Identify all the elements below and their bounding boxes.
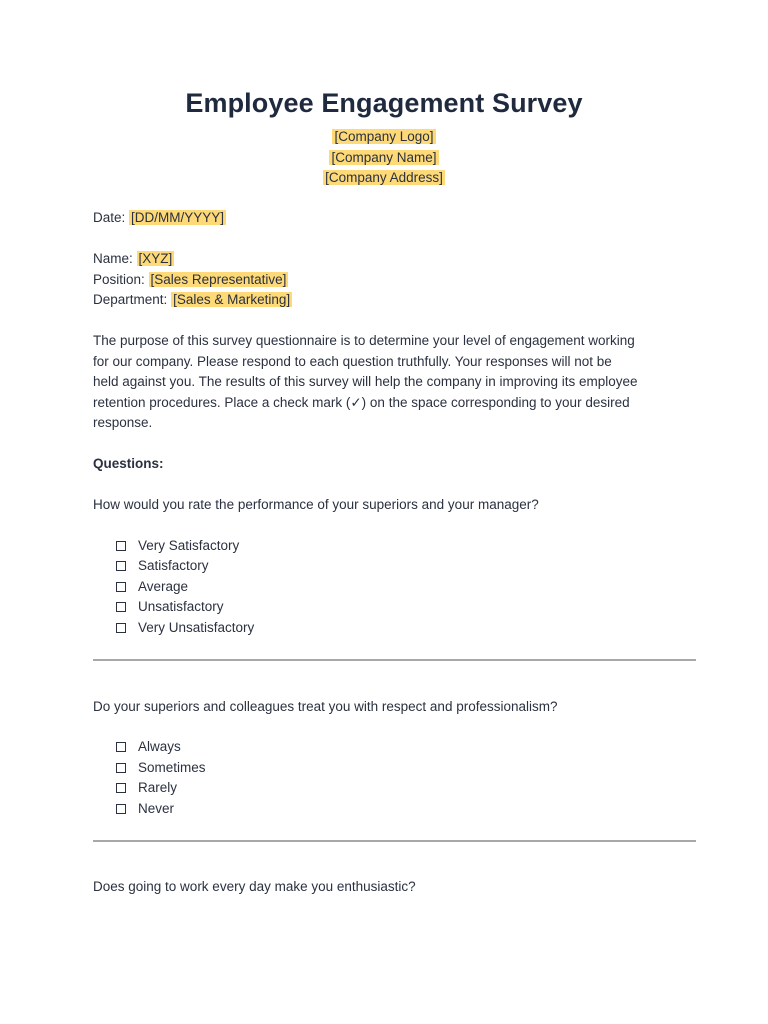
company-logo-line <box>0 128 768 146</box>
section-divider <box>93 840 696 842</box>
option-label: Rarely <box>138 780 178 795</box>
q1-option-satisfactory[interactable] <box>116 556 209 577</box>
intro-line: retention procedures. Place a check mark (✓) on the space corresponding to your desired <box>93 394 630 410</box>
checkbox-icon[interactable] <box>116 541 126 551</box>
intro-paragraph <box>93 331 678 434</box>
option-label: Always <box>138 739 181 754</box>
company-name-line <box>0 149 768 167</box>
q1-option-unsatisfactory[interactable] <box>116 597 224 618</box>
intro-line: The purpose of this survey questionnaire is to determine your level of engagement working <box>93 333 635 348</box>
position-value: [Sales Representative] <box>150 272 287 287</box>
checkbox-icon[interactable] <box>116 804 126 814</box>
department-label: Department: <box>93 292 168 307</box>
date-label: Date: <box>93 210 126 225</box>
name-label: Name: <box>93 251 133 266</box>
department-row <box>93 290 292 311</box>
question-3-text: Does going to work every day make you enthusiastic? <box>93 879 416 894</box>
q1-option-very-satisfactory[interactable] <box>116 536 239 557</box>
name-row <box>93 249 174 270</box>
q1-option-very-unsatisfactory[interactable] <box>116 618 254 639</box>
company-address-placeholder: [Company Address] <box>325 170 443 185</box>
date-row <box>93 208 226 229</box>
checkbox-icon[interactable] <box>116 561 126 571</box>
position-row <box>93 270 288 291</box>
option-label: Unsatisfactory <box>138 599 224 614</box>
option-label: Sometimes <box>138 760 206 775</box>
questions-heading: Questions: <box>93 456 164 471</box>
date-value: [DD/MM/YYYY] <box>131 210 225 225</box>
position-label: Position: <box>93 272 145 287</box>
intro-line: held against you. The results of this survey will help the company in improving its employee <box>93 374 638 389</box>
question-1-text: How would you rate the performance of your superiors and your manager? <box>93 497 539 512</box>
section-divider <box>93 659 696 661</box>
option-label: Never <box>138 801 175 816</box>
department-value: [Sales & Marketing] <box>173 292 291 307</box>
company-logo-placeholder: [Company Logo] <box>334 129 434 144</box>
company-address-line <box>0 169 768 187</box>
question-2-text: Do your superiors and colleagues treat you with respect and professionalism? <box>93 699 558 714</box>
checkbox-icon[interactable] <box>116 602 126 612</box>
option-label: Average <box>138 579 189 594</box>
intro-line: response. <box>93 415 153 430</box>
checkbox-icon[interactable] <box>116 582 126 592</box>
option-label: Satisfactory <box>138 558 209 573</box>
checkbox-icon[interactable] <box>116 763 126 773</box>
checkbox-icon[interactable] <box>116 783 126 793</box>
q2-option-sometimes[interactable] <box>116 758 206 779</box>
intro-line: for our company. Please respond to each question truthfully. Your responses will not be <box>93 353 612 369</box>
q2-option-never[interactable] <box>116 799 174 820</box>
name-value: [XYZ] <box>138 251 173 266</box>
q2-option-rarely[interactable] <box>116 778 177 799</box>
option-label: Very Unsatisfactory <box>138 620 255 635</box>
checkbox-icon[interactable] <box>116 742 126 752</box>
page-title: Employee Engagement Survey <box>185 88 583 118</box>
option-label: Very Satisfactory <box>138 538 240 553</box>
checkbox-icon[interactable] <box>116 623 126 633</box>
q1-option-average[interactable] <box>116 577 188 598</box>
company-name-placeholder: [Company Name] <box>331 150 437 165</box>
q2-option-always[interactable] <box>116 737 181 758</box>
